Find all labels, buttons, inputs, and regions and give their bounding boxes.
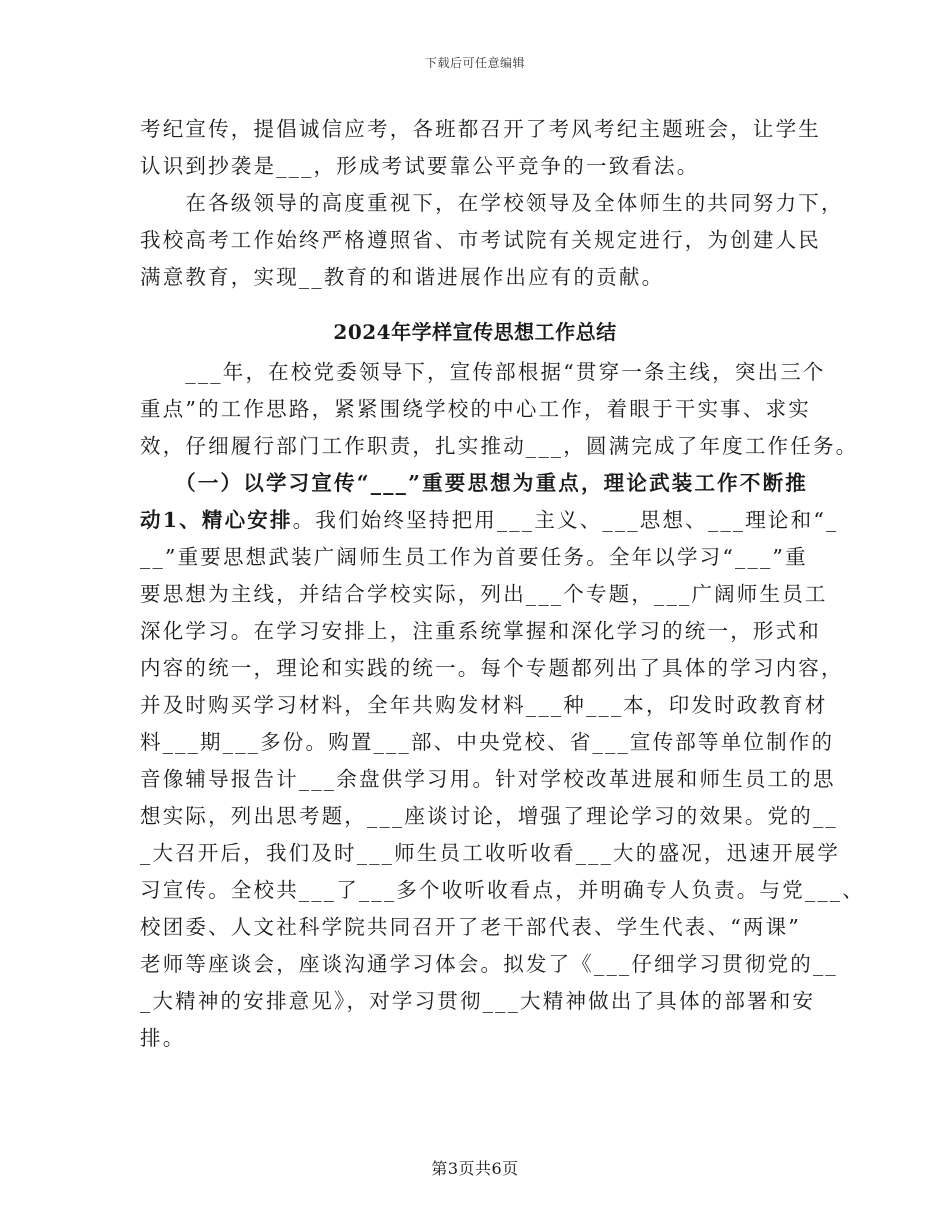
text-line: 在各级领导的高度重视下，在学校领导及全体师生的共同努力下，	[140, 191, 844, 215]
text-line: 想实际，列出思考题，___座谈讨论，增强了理论学习的效果。党的__	[140, 804, 838, 828]
text-line: 满意教育，实现__教育的和谐进展作出应有的贡献。	[140, 265, 665, 289]
text-line: ___年，在校党委领导下，宣传部根据“贯穿一条主线，突出三个	[140, 360, 826, 384]
text-line: 要思想为主线，并结合学校实际，列出___个专题，___广阔师生员工	[140, 582, 828, 606]
document-title: 2024年学样宣传思想工作总结	[333, 320, 617, 344]
text-line: 重点”的工作思路，紧紧围绕学校的中心工作，着眼于干实事、求实	[140, 397, 811, 421]
text-line: 并及时购买学习材料，全年共购发材料___种___本，印发时政教育材	[140, 693, 828, 717]
text-span: 。我们始终坚持把用___主义、___思想、___理论和“_	[292, 508, 839, 532]
text-line: 校团委、人文社科学院共同召开了老干部代表、学生代表、“两课”	[140, 915, 801, 939]
text-line: _大召开后，我们及时___师生员工收听收看___大的盛况，迅速开展学	[140, 841, 841, 865]
text-line: 我校高考工作始终严格遵照省、市考试院有关规定进行，为创建人民	[140, 228, 821, 252]
text-line: 深化学习。在学习安排上，注重系统掌握和深化学习的统一，形式和	[140, 619, 821, 643]
text-line: 老师等座谈会，座谈沟通学习体会。拟发了《___仔细学习贯彻党的__	[140, 952, 838, 976]
text-line: __”重要思想武装广阔师生员工作为首要任务。全年以学习“___”重	[140, 545, 808, 569]
page-number: 第3页共6页	[431, 1159, 519, 1178]
text-line: 料___期___多份。购置___部、中央党校、省___宣传部等单位制作的	[140, 730, 835, 754]
text-line: 认识到抄袭是___，形成考试要靠公平竞争的一致看法。	[140, 154, 700, 178]
text-line: 音像辅导报告计___余盘供学习用。针对学校改革进展和师生员工的思	[140, 767, 836, 791]
text-line: 内容的统一，理论和实践的统一。每个专题都列出了具体的学习内容，	[140, 656, 844, 680]
text-line: 习宣传。全校共___了___多个收听收看点，并明确专人负责。与党___、	[140, 878, 865, 902]
header-note: 下载后可任意编辑	[424, 56, 525, 70]
text-line	[140, 510, 838, 531]
section-heading-continued: 动1、精心安排	[140, 508, 293, 532]
text-line: 考纪宣传，提倡诚信应考，各班都召开了考风考纪主题班会，让学生	[140, 117, 821, 141]
text-line: _大精神的安排意见》，对学习贯彻___大精神做出了具体的部署和安	[140, 989, 816, 1013]
text-line: 效，仔细履行部门工作职责，扎实推动___，圆满完成了年度工作任务。	[140, 434, 859, 458]
text-line: 排。	[140, 1026, 186, 1050]
section-heading: （一）以学习宣传“___”重要思想为重点，理论武装工作不断推	[140, 471, 808, 495]
